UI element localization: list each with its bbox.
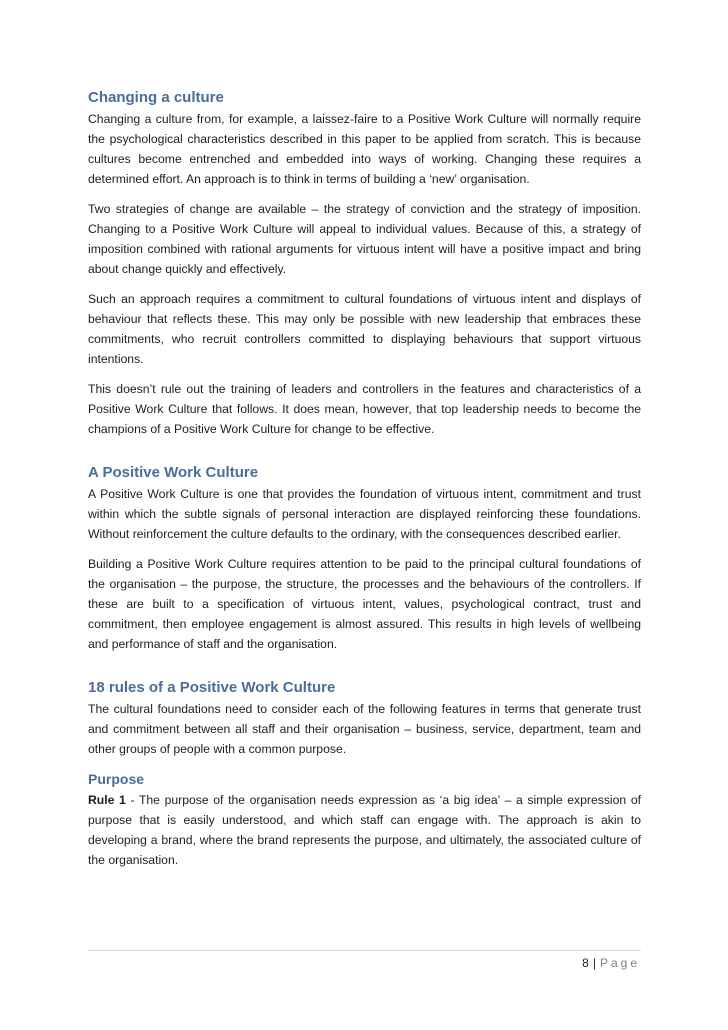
paragraph: A Positive Work Culture is one that provides the foundation of virtuous intent, commitment and trust within which the subtle signals of personal interaction are displayed reinforcing these foundations. Without reinforcement the culture defaults to the ordinary, with the consequences described earlier. (88, 487, 641, 541)
rule-label: Rule 1 (88, 793, 126, 807)
spacer (88, 449, 641, 463)
section-heading-18-rules: 18 rules of a Positive Work Culture (88, 679, 336, 696)
footer-divider (88, 950, 641, 951)
page-content (88, 88, 641, 880)
page-footer (582, 955, 640, 971)
paragraph: Two strategies of change are available – the strategy of conviction and the strategy of imposition. Changing to a Positive Work Culture will appeal to individual values. Because of this, a strategy of imposition combined with rational arguments for virtuous intent will have a positive impact and bring about change quickly and effectively. (88, 202, 641, 276)
rule-paragraph (88, 790, 641, 870)
footer-separator: | (592, 956, 596, 970)
page-word: Page (599, 956, 640, 970)
paragraph: Building a Positive Work Culture requires attention to be paid to the principal cultural foundations of the organisation – the purpose, the structure, the processes and the behaviours of the controllers. If these are built to a specification of virtuous intent, values, psychological contract, trust and commitment, then employee engagement is almost assured. This results in high levels of wellbeing and performance of staff and the organisation. (88, 557, 641, 651)
paragraph: The cultural foundations need to consider each of the following features in terms that generate trust and commitment between all staff and their organisation – business, service, department, team and other groups of people with a common purpose. (88, 702, 641, 756)
paragraph: This doesn’t rule out the training of leaders and controllers in the features and characteristics of a Positive Work Culture that follows. It does mean, however, that top leadership needs to become the champions of a Positive Work Culture for change to be effective. (88, 382, 641, 436)
subsection-heading-purpose: Purpose (88, 771, 145, 787)
section-heading-changing-culture: Changing a culture (88, 89, 224, 106)
rule-text: - The purpose of the organisation needs expression as ‘a big idea’ – a simple expression of purpose that is easily understood, and which staff can engage with. The approach is akin to developing a brand, where the brand represents the purpose, and ultimately, the associated culture of the organisation. (88, 793, 641, 867)
paragraph: Changing a culture from, for example, a laissez-faire to a Positive Work Culture will normally require the psychological characteristics described in this paper to be applied from scratch. This is because cultures become entrenched and embedded into ways of working. Changing these requires a determined effort. An approach is to think in terms of building a ‘new’ organisation. (88, 112, 641, 186)
paragraph: Such an approach requires a commitment to cultural foundations of virtuous intent and displays of behaviour that reflects these. This may only be possible with new leadership that embraces these commitments, who recruit controllers committed to displaying behaviours that support virtuous intentions. (88, 292, 641, 366)
section-heading-positive-work-culture: A Positive Work Culture (88, 464, 259, 481)
page-number: 8 (582, 956, 589, 970)
spacer (88, 664, 641, 678)
